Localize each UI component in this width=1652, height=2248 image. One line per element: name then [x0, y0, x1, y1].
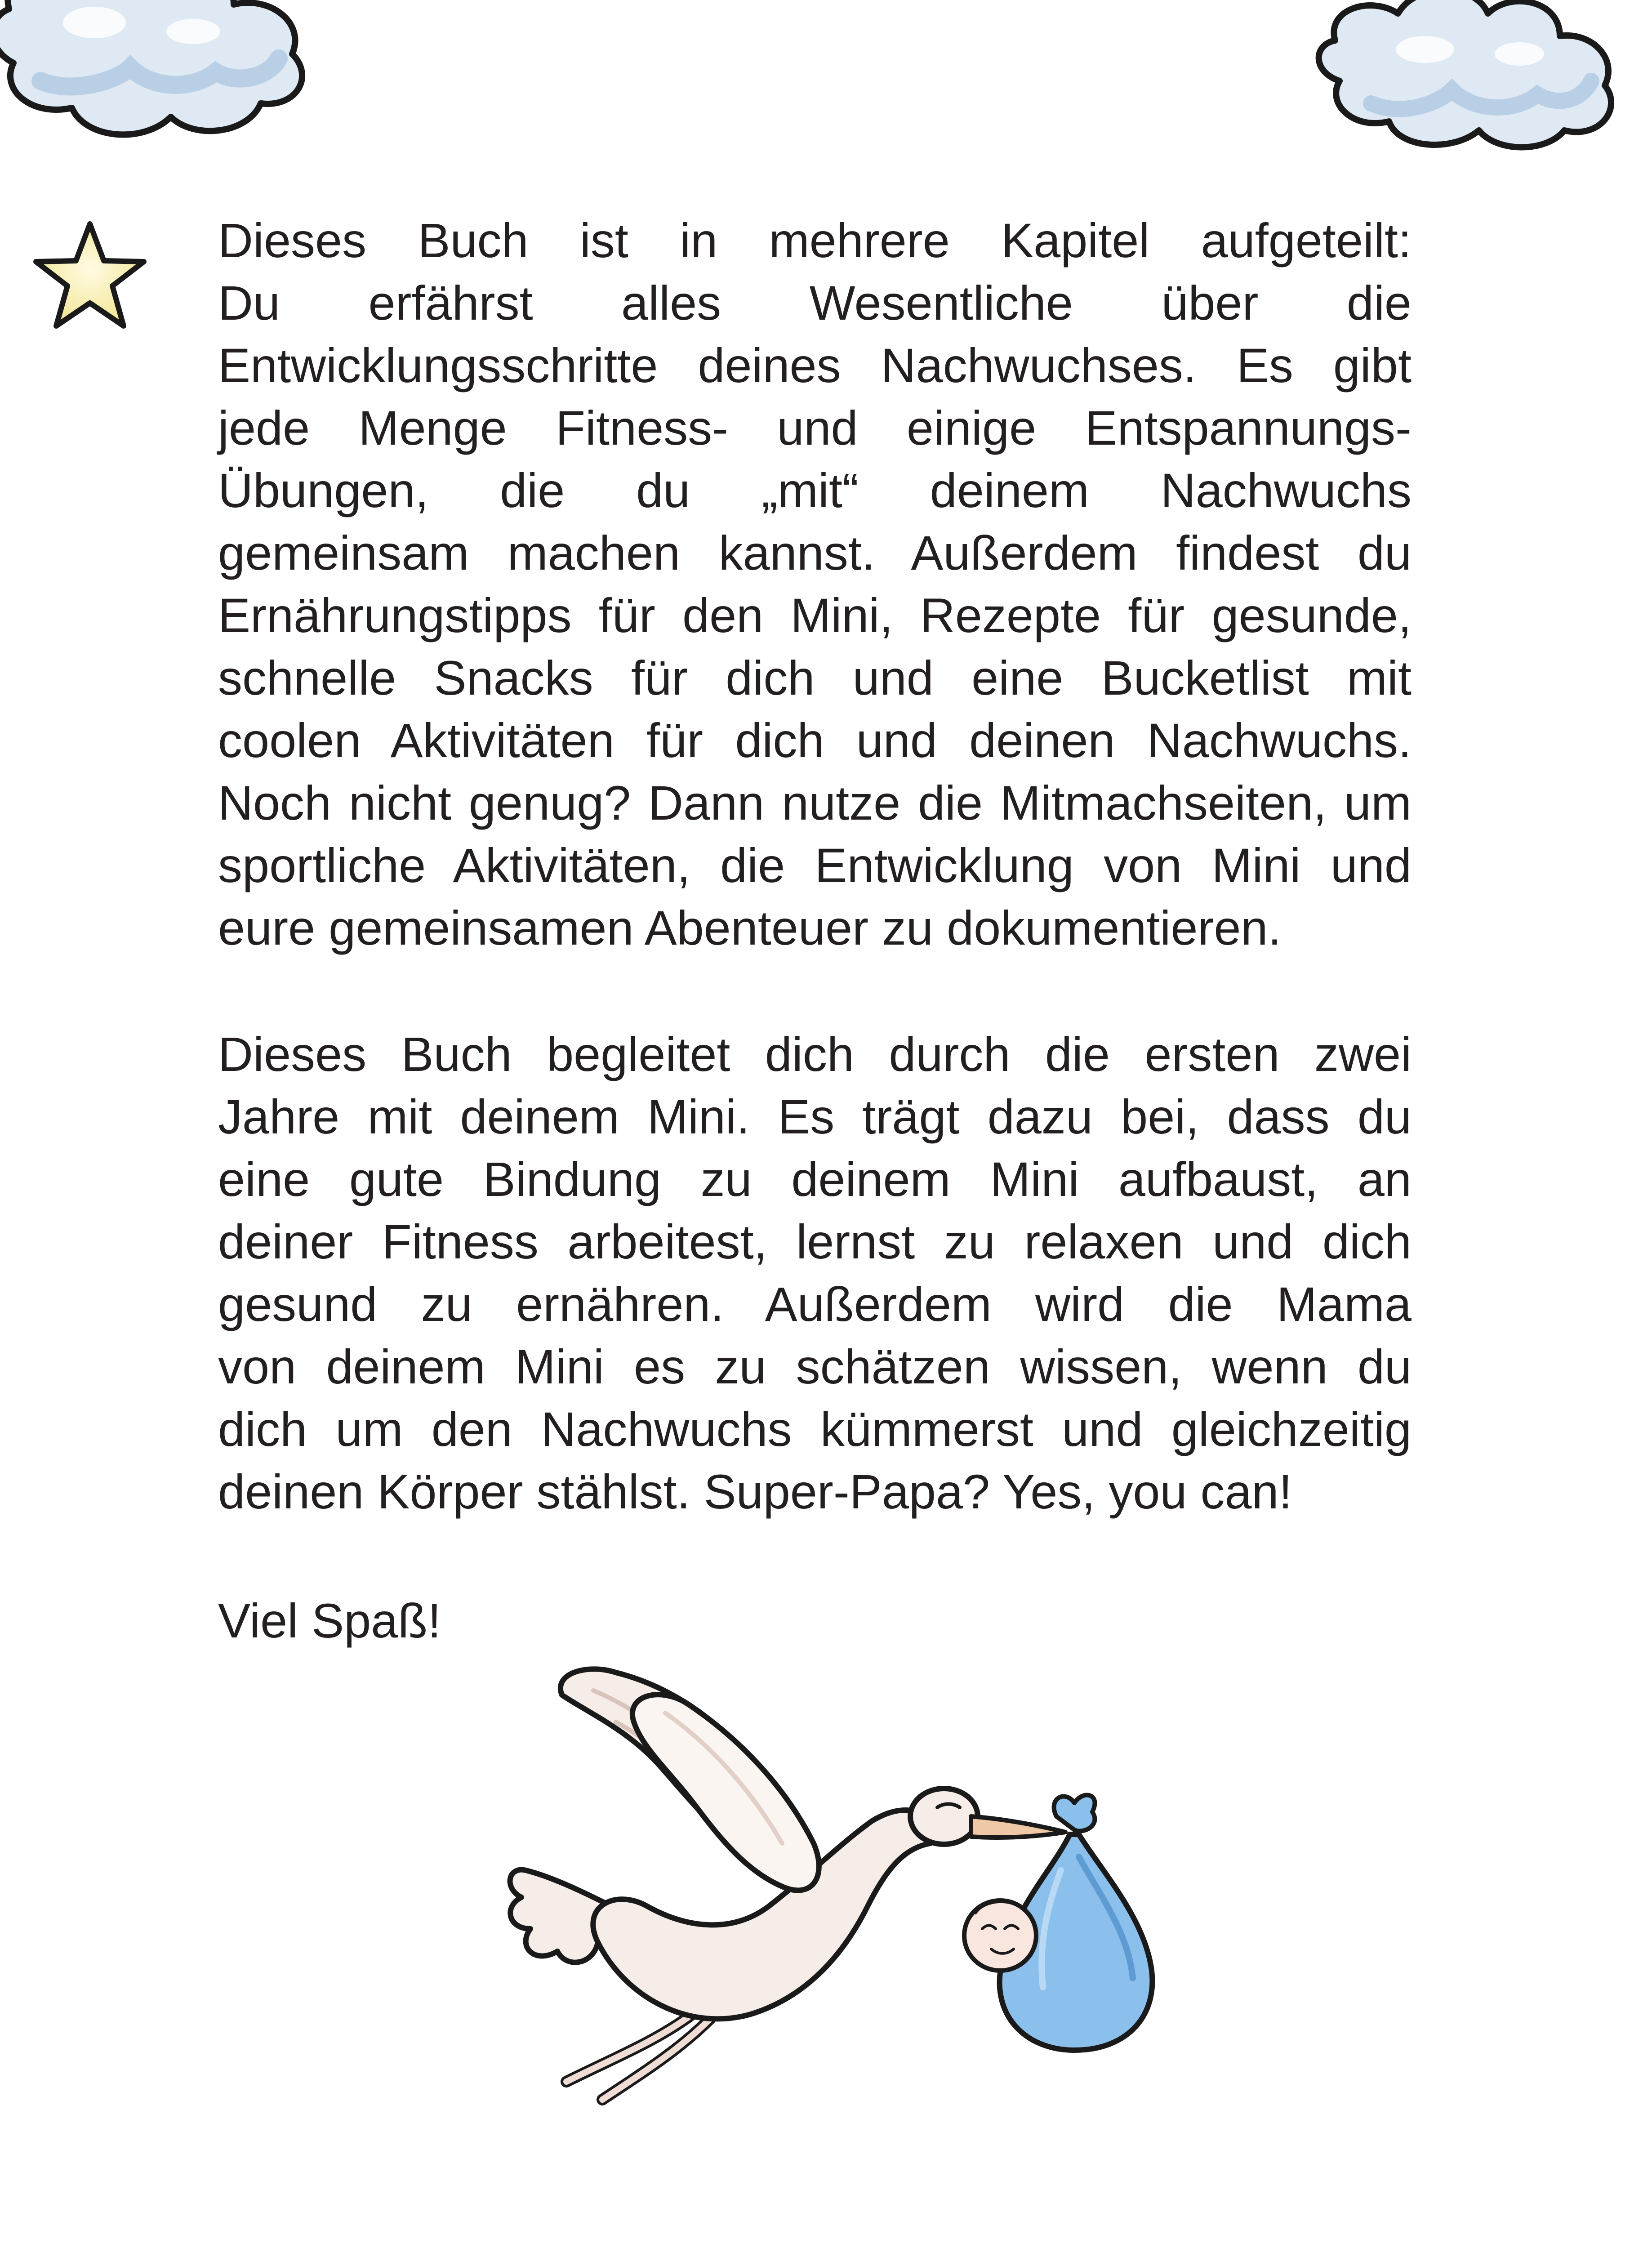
text-line: von deinem Mini es zu schätzen wissen, wenn du	[218, 1339, 1412, 1394]
intro-paragraph	[218, 209, 1412, 959]
stork-with-baby-illustration	[499, 1655, 1173, 2149]
text-line: sportliche Aktivitäten, die Entwicklung von Mini und	[218, 838, 1412, 892]
text-line: Dieses Buch ist in mehrere Kapitel aufgeteilt:	[218, 213, 1412, 268]
text-line: Übungen, die du „mit“ deinem Nachwuchs	[218, 463, 1412, 517]
text-line: dich um den Nachwuchs kümmerst und gleichzeitig	[218, 1402, 1412, 1456]
text-line: deiner Fitness arbeitest, lernst zu relaxen und dich	[218, 1214, 1412, 1269]
text-line: gesund zu ernähren. Außerdem wird die Mama	[218, 1277, 1412, 1331]
text-line: Ernährungstipps für den Mini, Rezepte für gesunde,	[218, 588, 1412, 642]
text-line: eine gute Bindung zu deinem Mini aufbaust, an	[218, 1152, 1412, 1206]
purpose-paragraph	[218, 1023, 1412, 1523]
text-line: eure gemeinsamen Abenteuer zu dokumentieren.	[218, 901, 1282, 955]
text-line: Jahre mit deinem Mini. Es trägt dazu bei, dass du	[218, 1089, 1412, 1144]
text-line: Dieses Buch begleitet dich durch die ersten zwei	[218, 1027, 1412, 1081]
text-line: gemeinsam machen kannst. Außerdem findest du	[218, 526, 1412, 580]
text-line: deinen Körper stählst. Super-Papa? Yes, you can!	[218, 1464, 1292, 1519]
text-line: jede Menge Fitness- und einige Entspannungs-	[218, 401, 1412, 455]
text-line: Noch nicht genug? Dann nutze die Mitmachseiten, um	[218, 776, 1412, 830]
text-line: coolen Aktivitäten für dich und deinen Nachwuchs.	[218, 713, 1412, 767]
star-icon	[29, 216, 151, 337]
cloud-icon	[0, 0, 360, 148]
closing-line: Viel Spaß!	[218, 1593, 441, 1648]
text-line: Entwicklungsschritte deines Nachwuchses. Es gibt	[218, 338, 1412, 393]
text-line: schnelle Snacks für dich und eine Bucketlist mit	[218, 651, 1412, 705]
cloud-icon	[1295, 0, 1636, 153]
text-line: Du erfährst alles Wesentliche über die	[218, 276, 1412, 330]
